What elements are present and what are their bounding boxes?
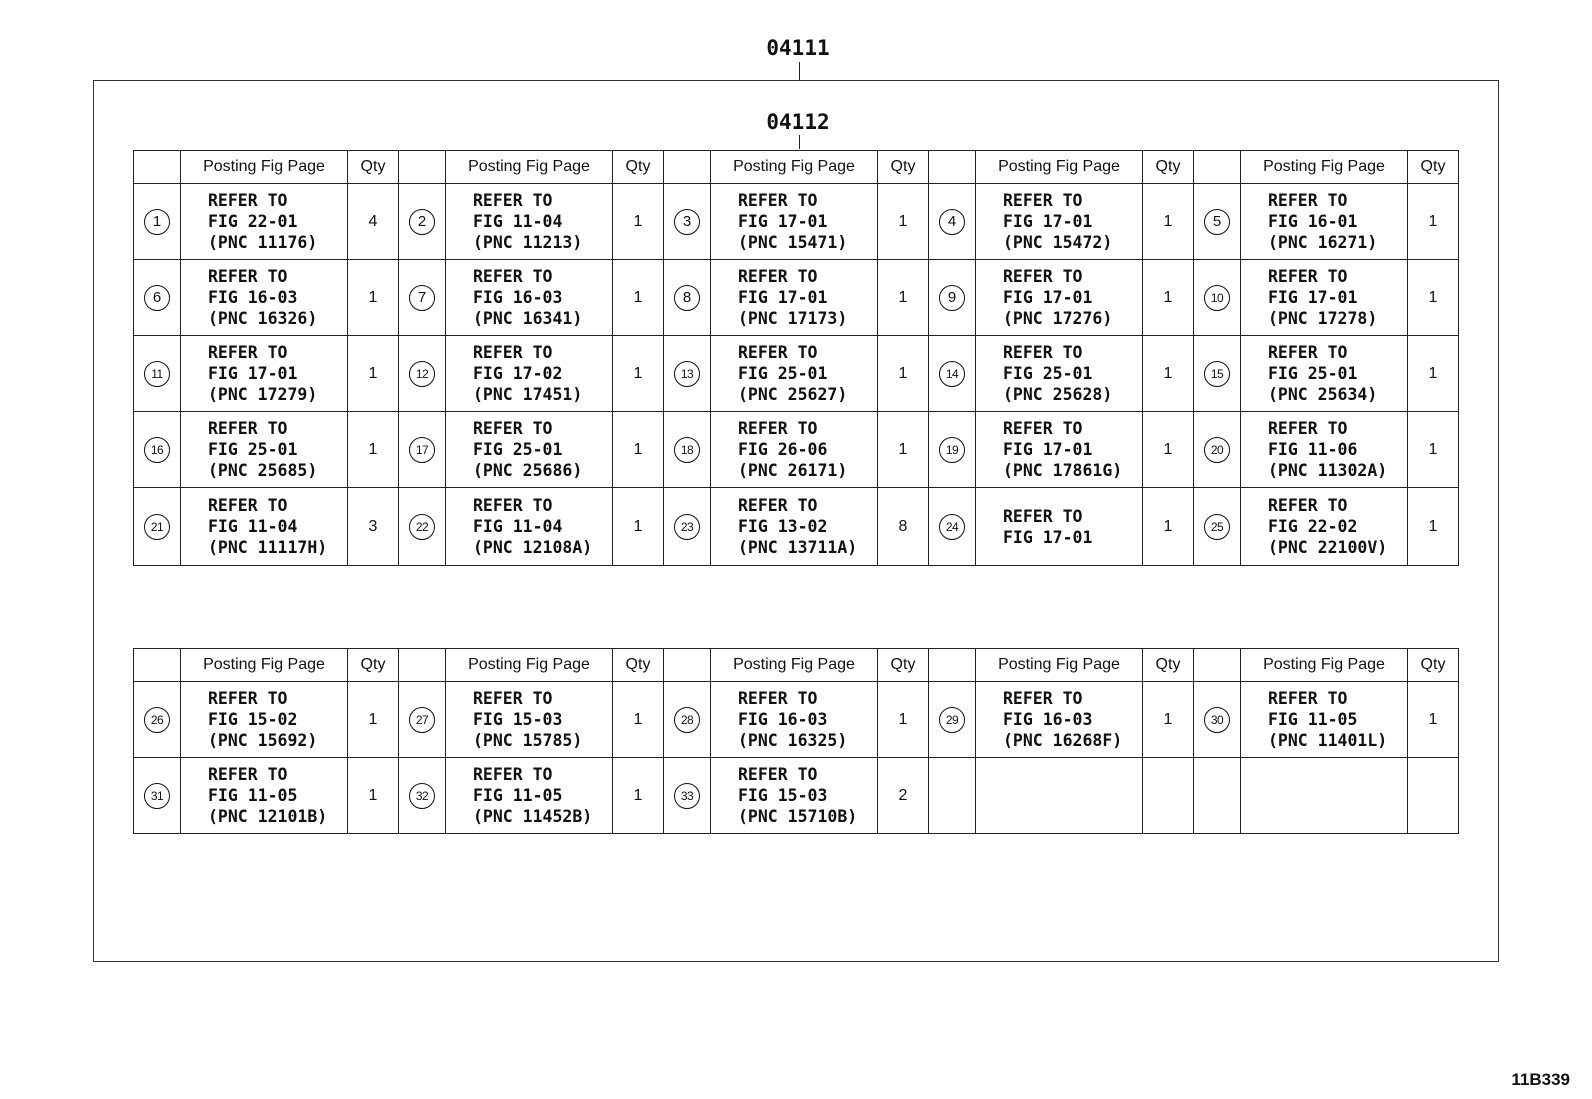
reference-line1: REFER TO [473,765,553,784]
posting-fig-reference [181,682,348,758]
header-qty: Qty [878,649,929,682]
posting-fig-reference [181,184,348,260]
posting-fig-reference [446,758,613,834]
reference-line1: REFER TO [208,419,288,438]
reference-line3: (PNC 11176) [208,233,318,252]
reference-line2: FIG 17-01 [738,288,828,307]
item-number-cell [399,260,446,336]
reference-line3: (PNC 11401L) [1268,731,1388,750]
reference-line2: FIG 16-01 [1268,212,1358,231]
posting-fig-reference [446,412,613,488]
reference-line3: (PNC 17278) [1268,309,1378,328]
item-number-circle: 21 [144,514,170,540]
reference-line2: FIG 16-03 [738,710,828,729]
qty-cell: 1 [348,682,399,758]
reference-line2: FIG 16-03 [1003,710,1093,729]
qty-cell: 1 [878,260,929,336]
posting-fig-reference [1241,184,1408,260]
posting-fig-reference [711,488,878,566]
qty-cell: 1 [1143,682,1194,758]
qty-cell: 1 [1408,260,1459,336]
reference-line3: (PNC 15692) [208,731,318,750]
posting-fig-reference [181,336,348,412]
reference-line3: (PNC 16325) [738,731,848,750]
item-number-cell [1194,682,1241,758]
qty-cell: 1 [1143,488,1194,566]
subassembly-number-label: 04112 [766,110,830,134]
table-header-row [134,649,1459,682]
posting-fig-reference [1241,336,1408,412]
header-posting-fig-page: Posting Fig Page [446,151,613,184]
item-number-circle: 10 [1204,285,1230,311]
item-number-circle: 22 [409,514,435,540]
posting-fig-reference [1241,488,1408,566]
item-number-circle: 1 [144,209,170,235]
qty-cell: 1 [348,412,399,488]
posting-fig-reference [711,412,878,488]
item-number-circle: 27 [409,707,435,733]
header-blank-cell [664,649,711,682]
reference-line1: REFER TO [1003,191,1083,210]
item-number-cell [664,412,711,488]
reference-line2: FIG 22-02 [1268,517,1358,536]
header-qty: Qty [1408,151,1459,184]
reference-line2: FIG 17-01 [1003,212,1093,231]
item-number-circle: 7 [409,285,435,311]
reference-line1: REFER TO [738,765,818,784]
reference-line3: (PNC 17279) [208,385,318,404]
parts-reference-table-lower [133,648,1459,834]
item-number-circle: 17 [409,437,435,463]
reference-line3: (PNC 25686) [473,461,583,480]
header-posting-fig-page: Posting Fig Page [181,649,348,682]
qty-cell: 1 [613,260,664,336]
reference-line1: REFER TO [738,689,818,708]
posting-fig-reference [976,412,1143,488]
reference-line2: FIG 15-03 [473,710,563,729]
item-number-cell [664,758,711,834]
qty-cell: 1 [348,336,399,412]
item-number-circle: 26 [144,707,170,733]
header-posting-fig-page: Posting Fig Page [1241,649,1408,682]
reference-line2: FIG 15-02 [208,710,298,729]
posting-fig-reference [711,260,878,336]
item-number-circle: 18 [674,437,700,463]
reference-line1: REFER TO [208,191,288,210]
qty-cell: 1 [613,758,664,834]
reference-line1: REFER TO [738,191,818,210]
item-number-cell [399,758,446,834]
reference-line3: (PNC 15471) [738,233,848,252]
reference-line2: FIG 11-05 [1268,710,1358,729]
posting-fig-reference [181,260,348,336]
table-row [134,184,1459,260]
posting-fig-reference [976,336,1143,412]
qty-cell: 1 [613,488,664,566]
reference-line2: FIG 11-04 [208,517,298,536]
qty-cell: 1 [878,184,929,260]
reference-line3: (PNC 17276) [1003,309,1113,328]
qty-cell: 1 [1408,336,1459,412]
reference-line1: REFER TO [1003,343,1083,362]
reference-line3: (PNC 17861G) [1003,461,1123,480]
table-row [134,488,1459,566]
reference-line3: (PNC 25634) [1268,385,1378,404]
item-number-cell [929,184,976,260]
header-qty: Qty [613,151,664,184]
reference-line2: FIG 25-01 [473,440,563,459]
reference-line2: FIG 11-05 [208,786,298,805]
reference-line2: FIG 17-01 [208,364,298,383]
item-number-cell [134,488,181,566]
reference-line2: FIG 17-01 [738,212,828,231]
reference-line3: (PNC 15785) [473,731,583,750]
item-number-cell [1194,184,1241,260]
table-row [134,412,1459,488]
item-number-circle: 13 [674,361,700,387]
qty-cell: 3 [348,488,399,566]
reference-line3: (PNC 16341) [473,309,583,328]
item-number-cell [134,758,181,834]
posting-fig-reference [446,488,613,566]
reference-line3: (PNC 11213) [473,233,583,252]
reference-line1: REFER TO [1268,496,1348,515]
header-qty: Qty [878,151,929,184]
header-blank-cell [1194,151,1241,184]
qty-cell: 1 [1408,184,1459,260]
reference-line2: FIG 17-01 [1003,440,1093,459]
reference-line3: (PNC 13711A) [738,538,858,557]
reference-line2: FIG 11-06 [1268,440,1358,459]
posting-fig-reference [976,184,1143,260]
qty-cell: 1 [1143,184,1194,260]
item-number-circle: 4 [939,209,965,235]
header-posting-fig-page: Posting Fig Page [446,649,613,682]
reference-line3: (PNC 22100V) [1268,538,1388,557]
header-qty: Qty [1408,649,1459,682]
reference-line3: (PNC 16271) [1268,233,1378,252]
header-qty: Qty [1143,151,1194,184]
header-qty: Qty [1143,649,1194,682]
item-number-circle: 11 [144,361,170,387]
reference-line2: FIG 11-04 [473,517,563,536]
qty-cell: 1 [348,758,399,834]
item-number-cell [929,260,976,336]
posting-fig-reference [181,488,348,566]
reference-line2: FIG 11-05 [473,786,563,805]
assembly-number-label: 04111 [766,36,830,60]
posting-fig-reference [1241,412,1408,488]
item-number-cell [929,488,976,566]
posting-fig-reference [711,682,878,758]
parts-reference-table-upper [133,150,1459,566]
qty-cell: 1 [1143,412,1194,488]
reference-line2: FIG 17-01 [1268,288,1358,307]
item-number-cell [1194,412,1241,488]
reference-line3: (PNC 12101B) [208,807,328,826]
reference-line1: REFER TO [738,267,818,286]
reference-line2: FIG 25-01 [208,440,298,459]
qty-cell: 4 [348,184,399,260]
reference-line1: REFER TO [738,496,818,515]
qty-cell: 1 [1408,412,1459,488]
header-posting-fig-page: Posting Fig Page [1241,151,1408,184]
item-number-circle: 29 [939,707,965,733]
header-posting-fig-page: Posting Fig Page [711,151,878,184]
item-number-circle: 6 [144,285,170,311]
qty-cell: 1 [1408,488,1459,566]
item-number-circle: 33 [674,783,700,809]
reference-line1: REFER TO [1268,191,1348,210]
reference-line2: FIG 17-01 [1003,527,1093,547]
reference-line2: FIG 16-03 [208,288,298,307]
drawing-code: 11B339 [1511,1070,1570,1089]
item-number-cell [664,488,711,566]
reference-line1: REFER TO [208,689,288,708]
qty-cell [1143,758,1194,834]
reference-line1: REFER TO [208,765,288,784]
item-number-cell [664,184,711,260]
item-number-cell [399,184,446,260]
item-number-circle: 14 [939,361,965,387]
posting-fig-reference [976,488,1143,566]
reference-line1: REFER TO [738,343,818,362]
reference-line3: (PNC 15710B) [738,807,858,826]
header-blank-cell [929,649,976,682]
header-blank-cell [399,151,446,184]
item-number-cell [929,412,976,488]
header-blank-cell [399,649,446,682]
item-number-circle: 31 [144,783,170,809]
reference-line2: FIG 25-01 [738,364,828,383]
header-blank-cell [134,649,181,682]
item-number-cell [399,336,446,412]
item-number-cell [664,682,711,758]
qty-cell: 1 [613,336,664,412]
item-number-cell [929,758,976,834]
item-number-cell [134,336,181,412]
reference-line1: REFER TO [1268,689,1348,708]
item-number-cell [664,336,711,412]
reference-line1: REFER TO [738,419,818,438]
header-qty: Qty [348,151,399,184]
posting-fig-reference [711,184,878,260]
reference-line2: FIG 17-01 [1003,288,1093,307]
posting-fig-reference [1241,758,1408,834]
reference-line1: REFER TO [473,496,553,515]
item-number-circle: 9 [939,285,965,311]
reference-line3: (PNC 17173) [738,309,848,328]
reference-line1: REFER TO [208,267,288,286]
reference-line1: REFER TO [473,191,553,210]
item-number-cell [134,184,181,260]
item-number-circle: 8 [674,285,700,311]
table-row [134,758,1459,834]
reference-line3: (PNC 17451) [473,385,583,404]
item-number-circle: 19 [939,437,965,463]
posting-fig-reference [976,260,1143,336]
reference-line2: FIG 11-04 [473,212,563,231]
qty-cell: 1 [348,260,399,336]
table-row [134,260,1459,336]
header-blank-cell [1194,649,1241,682]
posting-fig-reference [711,758,878,834]
reference-line1: REFER TO [1003,689,1083,708]
posting-fig-reference [446,184,613,260]
item-number-circle: 5 [1204,209,1230,235]
header-blank-cell [929,151,976,184]
item-number-cell [399,682,446,758]
reference-line2: FIG 26-06 [738,440,828,459]
posting-fig-reference [181,758,348,834]
qty-cell: 1 [878,336,929,412]
header-qty: Qty [613,649,664,682]
reference-line3: (PNC 16268F) [1003,731,1123,750]
posting-fig-reference [976,758,1143,834]
reference-line1: REFER TO [1003,419,1083,438]
header-posting-fig-page: Posting Fig Page [181,151,348,184]
reference-line3: (PNC 26171) [738,461,848,480]
item-number-circle: 20 [1204,437,1230,463]
posting-fig-reference [1241,682,1408,758]
reference-line2: FIG 15-03 [738,786,828,805]
item-number-cell [1194,260,1241,336]
item-number-cell [399,412,446,488]
reference-line1: REFER TO [1268,267,1348,286]
item-number-circle: 15 [1204,361,1230,387]
qty-cell [1408,758,1459,834]
qty-cell: 1 [613,412,664,488]
table-header-row [134,151,1459,184]
item-number-cell [929,682,976,758]
reference-line3: (PNC 25685) [208,461,318,480]
reference-line2: FIG 22-01 [208,212,298,231]
item-number-circle: 12 [409,361,435,387]
reference-line1: REFER TO [208,343,288,362]
reference-line1: REFER TO [1003,267,1083,286]
qty-cell: 1 [878,682,929,758]
item-number-circle: 30 [1204,707,1230,733]
item-number-circle: 32 [409,783,435,809]
reference-line3: (PNC 11117H) [208,538,328,557]
table-row [134,682,1459,758]
subassembly-leader-line [799,135,800,149]
posting-fig-reference [976,682,1143,758]
header-posting-fig-page: Posting Fig Page [711,649,878,682]
qty-cell: 8 [878,488,929,566]
header-posting-fig-page: Posting Fig Page [976,151,1143,184]
item-number-cell [1194,336,1241,412]
reference-line1: REFER TO [208,496,288,515]
posting-fig-reference [1241,260,1408,336]
reference-line2: FIG 17-02 [473,364,563,383]
item-number-cell [1194,488,1241,566]
reference-line3: (PNC 25628) [1003,385,1113,404]
qty-cell: 1 [878,412,929,488]
reference-line1: REFER TO [1268,343,1348,362]
reference-line1: REFER TO [1268,419,1348,438]
qty-cell: 1 [613,682,664,758]
qty-cell: 1 [1143,336,1194,412]
posting-fig-reference [446,682,613,758]
header-qty: Qty [348,649,399,682]
item-number-cell [1194,758,1241,834]
header-blank-cell [134,151,181,184]
item-number-circle: 23 [674,514,700,540]
posting-fig-reference [181,412,348,488]
item-number-cell [929,336,976,412]
reference-line1: REFER TO [473,689,553,708]
reference-line1: REFER TO [473,267,553,286]
qty-cell: 2 [878,758,929,834]
item-number-circle: 3 [674,209,700,235]
reference-line1: REFER TO [473,419,553,438]
item-number-cell [134,682,181,758]
item-number-cell [134,260,181,336]
item-number-circle: 25 [1204,514,1230,540]
reference-line1: REFER TO [473,343,553,362]
reference-line3: (PNC 11452B) [473,807,593,826]
qty-cell: 1 [1143,260,1194,336]
item-number-cell [134,412,181,488]
qty-cell: 1 [1408,682,1459,758]
reference-line2: FIG 25-01 [1003,364,1093,383]
reference-line3: (PNC 11302A) [1268,461,1388,480]
header-posting-fig-page: Posting Fig Page [976,649,1143,682]
reference-line2: FIG 25-01 [1268,364,1358,383]
reference-line3: (PNC 16326) [208,309,318,328]
item-number-circle: 24 [939,514,965,540]
reference-line1: REFER TO [1003,506,1083,526]
item-number-cell [399,488,446,566]
posting-fig-reference [446,336,613,412]
item-number-circle: 16 [144,437,170,463]
qty-cell: 1 [613,184,664,260]
reference-line2: FIG 13-02 [738,517,828,536]
item-number-cell [664,260,711,336]
item-number-circle: 28 [674,707,700,733]
reference-line3: (PNC 25627) [738,385,848,404]
posting-fig-reference [711,336,878,412]
assembly-leader-line [799,62,800,80]
table-row [134,336,1459,412]
reference-line2: FIG 16-03 [473,288,563,307]
reference-line3: (PNC 12108A) [473,538,593,557]
header-blank-cell [664,151,711,184]
item-number-circle: 2 [409,209,435,235]
posting-fig-reference [446,260,613,336]
reference-line3: (PNC 15472) [1003,233,1113,252]
